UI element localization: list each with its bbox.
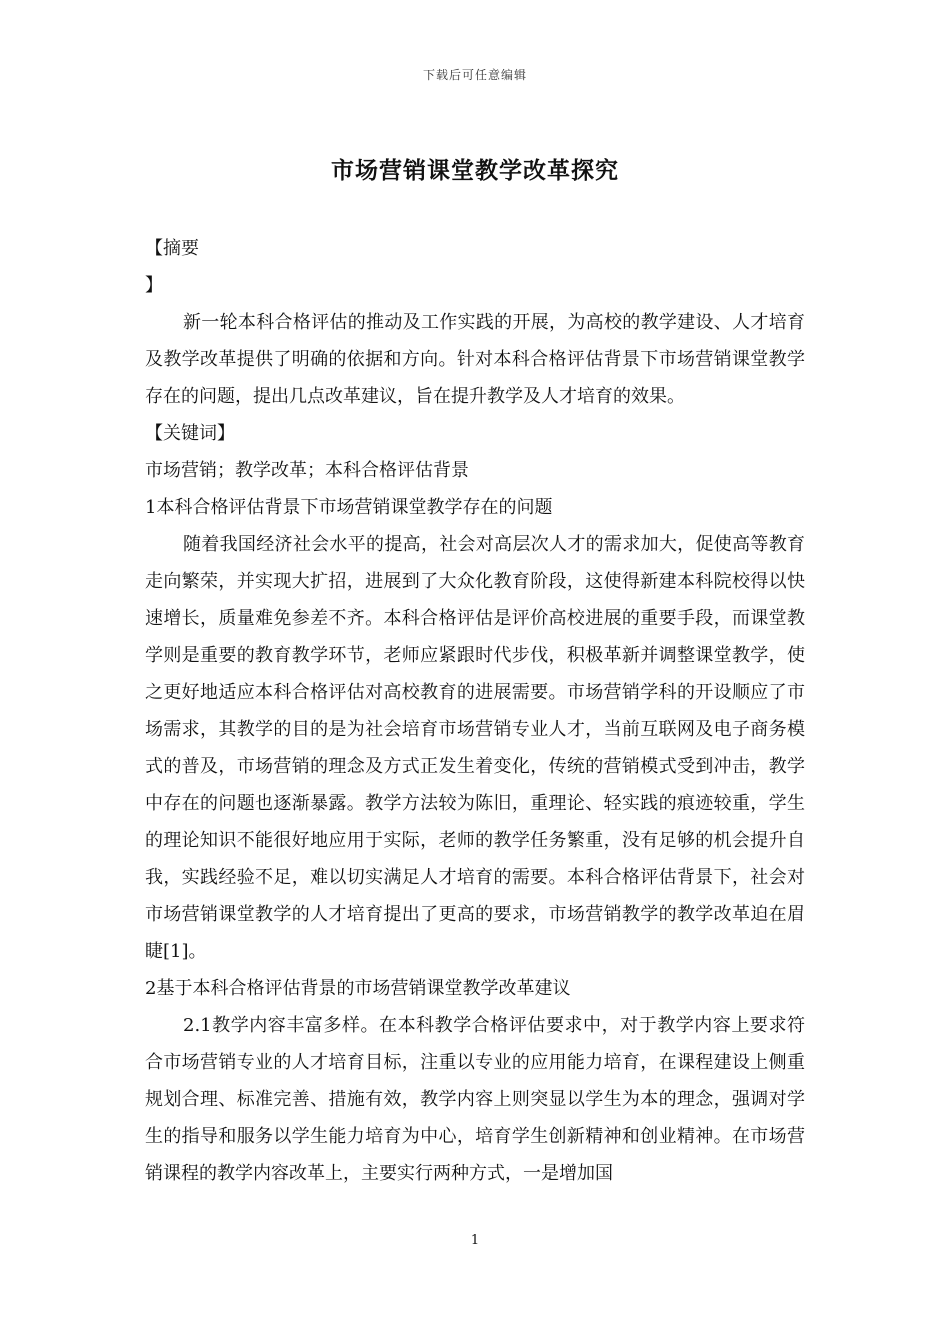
section-1-heading: 1本科合格评估背景下市场营销课堂教学存在的问题: [145, 497, 553, 518]
section-2-1-paragraph: 2.1教学内容丰富多样。在本科教学合格评估要求中，对于教学内容上要求符合市场营销专业的人才培育目标，注重以专业的应用能力培育，在课程建设上侧重规划合理、标准完善、措施有效，教学内容上则突显以学生为本的理念，强调对学生的指导和服务以学生能力培育为中心，培育学生创新精神和创业精神。在市场营销课程的教学内容改革上，主要实行两种方式，一是增加国: [145, 1015, 805, 1184]
abstract-label-close: 】: [145, 275, 163, 296]
abstract-paragraph: 新一轮本科合格评估的推动及工作实践的开展，为高校的教学建设、人才培育及教学改革提供了明确的依据和方向。针对本科合格评估背景下市场营销课堂教学存在的问题，提出几点改革建议，旨在提升教学及人才培育的效果。: [145, 312, 805, 407]
section-1-paragraph: 随着我国经济社会水平的提高，社会对高层次人才的需求加大，促使高等教育走向繁荣，并实现大扩招，进展到了大众化教育阶段，这使得新建本科院校得以快速增长，质量难免参差不齐。本科合格评估是评价高校进展的重要手段，而课堂教学则是重要的教育教学环节，老师应紧跟时代步伐，积极革新并调整课堂教学，使之更好地适应本科合格评估对高校教育的进展需要。市场营销学科的开设顺应了市场需求，其教学的目的是为社会培育市场营销专业人才，当前互联网及电子商务模式的普及，市场营销的理念及方式正发生着变化，传统的营销模式受到冲击，教学中存在的问题也逐渐暴露。教学方法较为陈旧，重理论、轻实践的痕迹较重，学生的理论知识不能很好地应用于实际，老师的教学任务繁重，没有足够的机会提升自我，实践经验不足，难以切实满足人才培育的需要。本科合格评估背景下，社会对市场营销课堂教学的人才培育提出了更高的要求，市场营销教学的教学改革迫在眉睫[1]。: [145, 534, 805, 962]
page-number: 1: [470, 1233, 480, 1248]
section-2-heading: 2基于本科合格评估背景的市场营销课堂教学改革建议: [145, 978, 571, 999]
header-note: 下载后可任意编辑: [422, 68, 527, 82]
document-title: 市场营销课堂教学改革探究: [331, 157, 619, 184]
abstract-label-open: 【摘要: [145, 238, 199, 259]
keywords-label: 【关键词】: [145, 423, 235, 444]
document-body: [145, 230, 805, 1192]
keywords-text: 市场营销；教学改革；本科合格评估背景: [145, 460, 469, 481]
